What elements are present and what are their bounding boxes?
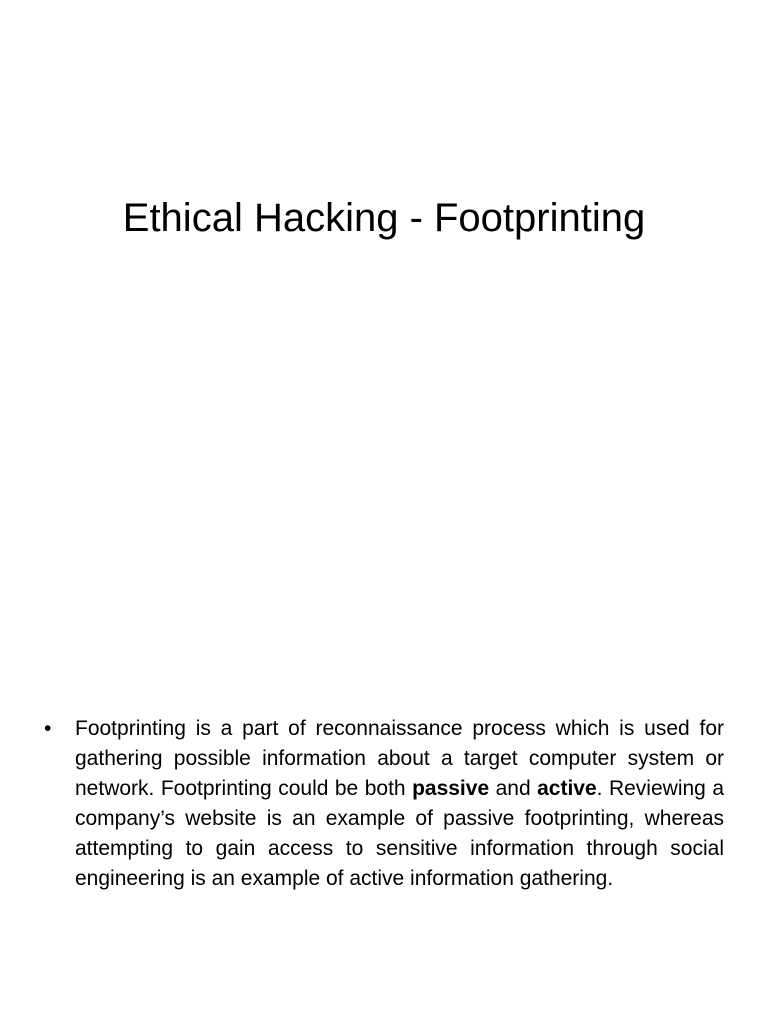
bullet-bold-passive: passive xyxy=(412,777,490,800)
bullet-text-part1: Footprinting is a part of reconnaissance process which is used for gathering possible information about a target computer system or network. Footprinting could be both xyxy=(75,717,724,800)
slide-title: Ethical Hacking - Footprinting xyxy=(122,196,646,240)
bullet-text-part3: . Reviewing a company’s website is an example of passive footprinting, whereas attempting to gain access to sensitive information through social engineering is an example of active information gathering. xyxy=(75,777,724,890)
bullet-list xyxy=(44,714,724,894)
bullet-text-part2: and xyxy=(489,777,538,800)
bullet-marker: • xyxy=(44,717,52,740)
bullet-item xyxy=(44,714,724,894)
bullet-bold-active: active xyxy=(537,777,597,800)
